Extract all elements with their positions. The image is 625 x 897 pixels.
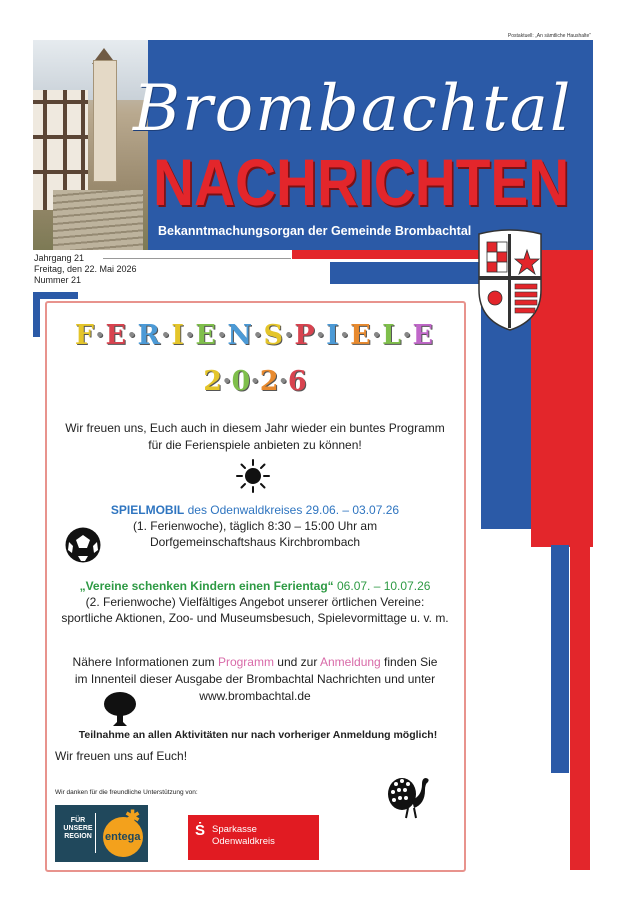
postal-note: Postaktuell: „An sämtliche Haushalte“ xyxy=(507,33,591,39)
spielmobil-label: SPIELMOBIL xyxy=(110,503,185,517)
entega-brand: entega xyxy=(105,831,141,843)
sparkasse-s-icon: Ṡ xyxy=(195,822,206,839)
info-line2: im Innenteil dieser Ausgabe der Brombachtal Nachrichten und unter xyxy=(74,672,436,686)
ferienspiele-headline: F·E·R·I·E·N·S·P·I·E·L·E xyxy=(74,320,435,351)
tree-icon xyxy=(101,690,139,728)
spielmobil-dates: des Odenwaldkreises 29.06. – 03.07.26 xyxy=(184,503,400,517)
info-section: Nähere Informationen zum Programm und zur Anmeldung finden Sie im Innenteil dieser Ausgabe der Brombachtal Nachrichten und unter www.brombachtal.de xyxy=(60,654,450,705)
masthead-script-title: Brombachtal xyxy=(133,72,573,146)
anmeldung-link: Anmeldung xyxy=(320,655,381,669)
sun-icon xyxy=(236,459,270,493)
entega-logo: FÜR UNSERE REGION ✱ entega xyxy=(55,805,148,862)
masthead-subtitle: Bekanntmachungsorgan der Gemeinde Brombachtal xyxy=(158,224,472,238)
closing-text: Wir freuen uns auf Euch! xyxy=(55,749,188,763)
sparkasse-logo: Ṡ Sparkasse Odenwaldkreis xyxy=(188,815,319,860)
ferienspiele-year: 2·0·2·6 xyxy=(203,366,307,397)
intro-text: Wir freuen uns, Euch auch in diesem Jahr wieder ein buntes Programm für die Ferienspiele anbieten zu können! xyxy=(65,421,445,452)
masthead-main-title: NACHRICHTEN xyxy=(153,145,570,219)
registration-note: Teilnahme an allen Aktivitäten nur nach vorheriger Anmeldung möglich! xyxy=(78,729,438,741)
sponsor-label: Wir danken für die freundliche Unterstützung von: xyxy=(55,789,198,796)
programm-link: Programm xyxy=(217,655,274,669)
peacock-icon xyxy=(386,770,434,820)
spielmobil-section xyxy=(60,502,450,550)
vereine-dates: 06.07. – 10.07.26 xyxy=(333,579,431,593)
spielmobil-line2: (1. Ferienwoche), täglich 8:30 – 15:00 Uhr am xyxy=(132,519,378,533)
coat-of-arms-icon xyxy=(475,228,545,333)
masthead-photo xyxy=(33,40,148,250)
vereine-section xyxy=(52,578,458,626)
issue-volume: Jahrgang 21 xyxy=(34,253,85,263)
vereine-label: „Vereine schenken Kindern einen Ferientag“ xyxy=(79,579,334,593)
masthead xyxy=(33,40,593,250)
issue-info xyxy=(34,253,137,286)
issue-number: Nummer 21 xyxy=(34,275,82,285)
vereine-line2: (2. Ferienwoche) Vielfältiges Angebot unserer örtlichen Vereine: xyxy=(85,595,425,609)
spielmobil-line3: Dorfgemeinschaftshaus Kirchbrombach xyxy=(149,535,361,549)
soccer-ball-icon xyxy=(64,526,102,564)
vereine-line3: sportliche Aktionen, Zoo- und Museumsbesuch, Spielevormittage u. v. m. xyxy=(61,611,449,625)
issue-date: Freitag, den 22. Mai 2026 xyxy=(34,264,137,274)
website-url: www.brombachtal.de xyxy=(199,689,311,703)
